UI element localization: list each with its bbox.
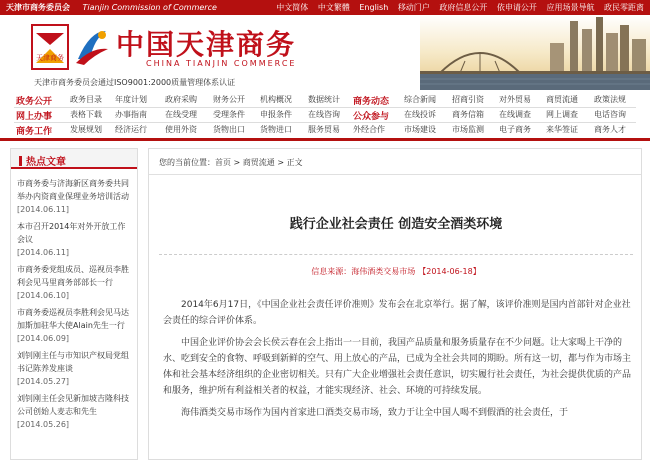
article-date: [2014.06.11]	[17, 205, 70, 214]
city-skyline-image	[420, 15, 650, 90]
nav-item[interactable]: 发展规划	[70, 125, 102, 134]
nav-item[interactable]: 电话咨询	[594, 110, 626, 119]
list-item[interactable]	[17, 263, 131, 302]
main-navigation	[14, 92, 636, 136]
nav-item[interactable]: 在线调查	[499, 110, 531, 119]
list-item[interactable]	[17, 349, 131, 388]
nav-highlight-commerce-news[interactable]: 商务动态	[353, 97, 390, 107]
nav-category-commerce-work[interactable]: 商务工作	[16, 127, 53, 137]
nav-row-commerce-work	[14, 124, 636, 137]
nav-item[interactable]: 网上调查	[546, 110, 578, 119]
nav-item[interactable]: 受理条件	[213, 110, 245, 119]
article-paragraph: 2014年6月17日，《中国企业社会责任评价准则》发布会在北京举行。据了解，该评价准则是国内首部针对企业社会责任的综合评价体系。	[163, 300, 631, 326]
nav-row-gov-affairs	[14, 94, 636, 107]
article-link[interactable]: 刘钊刚主任会见新加坡吉隆科技公司创始人麦志和先生	[17, 394, 129, 416]
list-item[interactable]	[17, 306, 131, 345]
nav-item[interactable]: 对外贸易	[499, 95, 531, 104]
nav-category-gov-affairs[interactable]: 政务公开	[16, 97, 53, 107]
nav-item[interactable]: 申报条件	[260, 110, 292, 119]
source-date: 【2014-06-18】	[418, 267, 481, 276]
link-mobile[interactable]: 移动门户	[397, 3, 430, 12]
article-date: [2014.06.10]	[17, 291, 70, 300]
nav-item[interactable]: 使用外资	[165, 125, 197, 134]
link-english[interactable]: English	[359, 3, 389, 12]
link-gov-info[interactable]: 政府信息公开	[439, 3, 488, 12]
article-date: [2014.06.09]	[17, 334, 70, 343]
nav-item[interactable]: 商务人才	[594, 125, 626, 134]
nav-item[interactable]: 商贸流通	[546, 95, 578, 104]
hot-articles-panel	[10, 148, 138, 460]
article-link[interactable]: 市商务委党组成员、巡视员李胜利会见马里商务部部长一行	[17, 265, 129, 287]
top-bar	[0, 0, 650, 15]
nav-item[interactable]: 在线咨询	[308, 110, 340, 119]
nav-item[interactable]: 政务目录	[70, 95, 102, 104]
nav-item[interactable]: 财务公开	[213, 95, 245, 104]
article-panel	[148, 148, 642, 460]
nav-item[interactable]: 招商引资	[452, 95, 484, 104]
nav-item[interactable]: 来华签证	[546, 125, 578, 134]
list-item[interactable]	[17, 177, 131, 216]
nav-item[interactable]: 政策法规	[594, 95, 626, 104]
nav-highlight-public-participation[interactable]: 公众参与	[353, 112, 390, 122]
article-title: 践行企业社会责任 创造安全酒类环境	[289, 217, 503, 232]
nav-item[interactable]: 市场建设	[404, 125, 436, 134]
article-paragraph: 海伟酒类交易市场作为国内首家进口酒类交易市场，致力于让全中国人喝不到假酒的社会责任，于	[181, 408, 569, 418]
site-title-en: CHINA TIANJIN COMMERCE	[146, 59, 297, 68]
nav-item[interactable]: 办事指南	[115, 110, 147, 119]
nav-item[interactable]: 政府采购	[165, 95, 197, 104]
header-bar-icon	[19, 156, 22, 166]
article-source	[149, 266, 642, 277]
article-date: [2014.05.26]	[17, 420, 70, 429]
list-item[interactable]	[17, 220, 131, 259]
article-link[interactable]: 市商务委巡视员李胜利会见马达加斯加驻华大使Alain先生一行	[17, 308, 129, 330]
nav-item[interactable]: 年度计划	[115, 95, 147, 104]
list-item[interactable]	[17, 392, 131, 431]
nav-item[interactable]: 市场监测	[452, 125, 484, 134]
link-scene-nav[interactable]: 应用场景导航	[546, 3, 595, 12]
top-links	[269, 2, 644, 13]
nav-row-online-services	[14, 109, 636, 122]
org-name	[6, 2, 217, 13]
nav-item[interactable]: 表格下载	[70, 110, 102, 119]
nav-item[interactable]: 机构概况	[260, 95, 292, 104]
org-name-en: Tianjin Commission of Commerce	[82, 3, 217, 12]
nav-bottom-rule	[0, 138, 650, 141]
article-link[interactable]: 市商务委与济海新区商务委共同举办内资商业保理业务培训活动	[17, 179, 129, 201]
article-body	[163, 297, 631, 427]
nav-item[interactable]: 货物进口	[260, 125, 292, 134]
article-link[interactable]: 本市召开2014年对外开放工作会议	[17, 222, 126, 244]
article-date: [2014.05.27]	[17, 377, 70, 386]
nav-divider	[14, 122, 636, 123]
nav-item[interactable]: 货物出口	[213, 125, 245, 134]
link-apply-info[interactable]: 依申请公开	[496, 3, 537, 12]
nav-category-online-services[interactable]: 网上办事	[16, 112, 53, 122]
article-paragraph: 中国企业评价协会会长侯云春在会上指出一一目前，我国产品质量和服务质量存在不少问题。让大家喝上干净的水、吃到安全的食物、呼吸到新鲜的空气、用上放心的产品，已成为全社会共同的期盼。所有这一切，都与作为市场主体和社会基本经济组织的企业密切相关。只有广大企业增强社会责任意识，切实履行社会责任，为社会提供优质的产品和服务，维护所有利益相关者的权益，才能实现经济、社会、环境的可持续发展。	[163, 338, 632, 396]
nav-item[interactable]: 服务贸易	[308, 125, 340, 134]
org-name-cn: 天津市商务委员会	[6, 3, 70, 12]
link-simplified[interactable]: 中文简体	[276, 3, 309, 12]
nav-item[interactable]: 综合新闻	[404, 95, 436, 104]
nav-item[interactable]: 在线受理	[165, 110, 197, 119]
title-divider	[159, 254, 633, 255]
article-date: [2014.06.11]	[17, 248, 70, 257]
hot-articles-title: 热点文章	[26, 157, 66, 168]
nav-item[interactable]: 商务信箱	[452, 110, 484, 119]
swoosh-logo-icon	[72, 25, 112, 69]
emblem-logo-icon	[30, 23, 70, 71]
article-link[interactable]: 刘钊刚主任与市知识产权局党组书记陈养发座谈	[17, 351, 129, 373]
site-title-cn: 中国天津商务	[116, 28, 297, 61]
emblem-text: 天津商务	[36, 54, 64, 62]
nav-divider	[14, 107, 636, 108]
link-gov-citizen[interactable]: 政民零距离	[604, 3, 644, 12]
breadcrumb[interactable]: 您的当前位置：首页 > 商贸流通 > 正文	[149, 149, 641, 175]
link-traditional[interactable]: 中文繁體	[317, 3, 350, 12]
hot-articles-list	[11, 169, 137, 431]
nav-item[interactable]: 外经合作	[353, 125, 385, 134]
nav-item[interactable]: 电子商务	[499, 125, 531, 134]
source-label: 信息来源：海伟酒类交易市场	[311, 267, 416, 276]
nav-item[interactable]: 在线投诉	[404, 110, 436, 119]
nav-item[interactable]: 数据统计	[308, 95, 340, 104]
site-banner	[0, 15, 650, 90]
hot-articles-header	[11, 149, 137, 169]
iso-note: 天津市商务委员会通过ISO9001:2000质量管理体系认证	[34, 78, 236, 87]
nav-item[interactable]: 经济运行	[115, 125, 147, 134]
